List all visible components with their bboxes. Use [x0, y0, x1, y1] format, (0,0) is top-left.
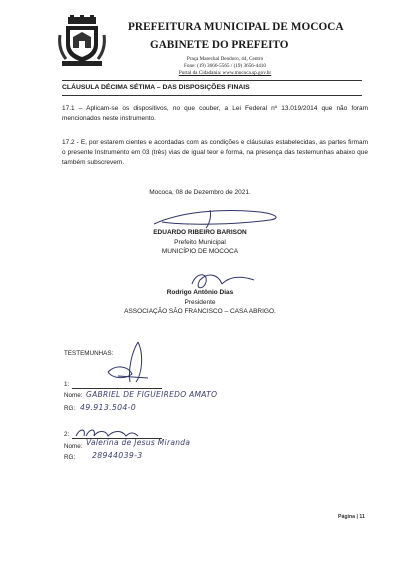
witness1-name-value: GABRIEL DE FIGUEIREDO AMATO	[86, 390, 218, 399]
witness1-name-label: Nome:	[64, 392, 83, 399]
header-address	[150, 56, 300, 77]
witness1-signature	[98, 338, 158, 388]
witness1-number: 1:	[64, 381, 70, 388]
mayor-signature-block	[80, 228, 320, 257]
coat-of-arms-logo	[58, 15, 106, 67]
date-line: Mococa, 08 de Dezembro de 2021.	[149, 189, 251, 196]
paragraph-17-1: 17.1 – Aplicam-se os dispositivos, no que couber, a Lei Federal nº 13.019/2014 que não foram mencionados neste instrumento.	[62, 105, 368, 122]
phone-line: Fone: (19) 3666-5565 / (19) 3656-4410	[184, 63, 266, 69]
president-org: ASSOCIAÇÃO SÃO FRANCISCO – CASA ABRIGO.	[124, 308, 276, 316]
mayor-name: EDUARDO RIBEIRO BARISON	[153, 229, 247, 236]
witness2-rg-label: RG:	[64, 454, 76, 461]
witness2-name-label: Nome:	[64, 443, 83, 450]
witness1-line	[72, 388, 162, 389]
header-divider	[62, 80, 362, 81]
address-line: Praça Marechal Deodoro, 44, Centro	[186, 56, 264, 62]
president-role: Presidente	[184, 298, 216, 306]
mayor-signature	[150, 206, 290, 230]
mayor-org: MUNICÍPIO DE MOCOCA	[161, 248, 239, 256]
witness2-rg-value: 28944039-3	[92, 451, 143, 460]
witness1-rg-value: 49.913.504-0	[80, 403, 137, 412]
president-signature-block	[80, 288, 320, 317]
clause-divider	[62, 95, 362, 96]
witnesses-heading: TESTEMUNHAS:	[64, 350, 114, 357]
paragraph-17-2: 17.2 - E, por estarem cientes e acordadas com as condições e cláusulas estabelecidas, as partes firmam o presente Instrumento em 03 (três) vias de igual teor e forma, na presença das testemunhas abaixo que também subscrevem.	[62, 139, 368, 166]
header-title: PREFEITURA MUNICIPAL DE MOCOCA	[128, 21, 344, 33]
witness2-name-value: Valerina de Jesus Miranda	[86, 438, 191, 447]
witness1-rg-label: RG:	[64, 405, 76, 412]
witness2-number: 2:	[64, 431, 70, 438]
president-name: Rodrigo Antônio Dias	[166, 289, 234, 296]
portal-line: Portal da Cidadania: www.mococa.sp.gov.br	[178, 70, 272, 76]
mayor-role: Prefeito Municipal	[174, 238, 226, 246]
clause-title: CLÁUSULA DÉCIMA SÉTIMA – DAS DISPOSIÇÕES FINAIS	[62, 84, 250, 91]
header-subtitle: GABINETE DO PREFEITO	[150, 39, 289, 51]
page-number: Página | 11	[338, 514, 365, 520]
